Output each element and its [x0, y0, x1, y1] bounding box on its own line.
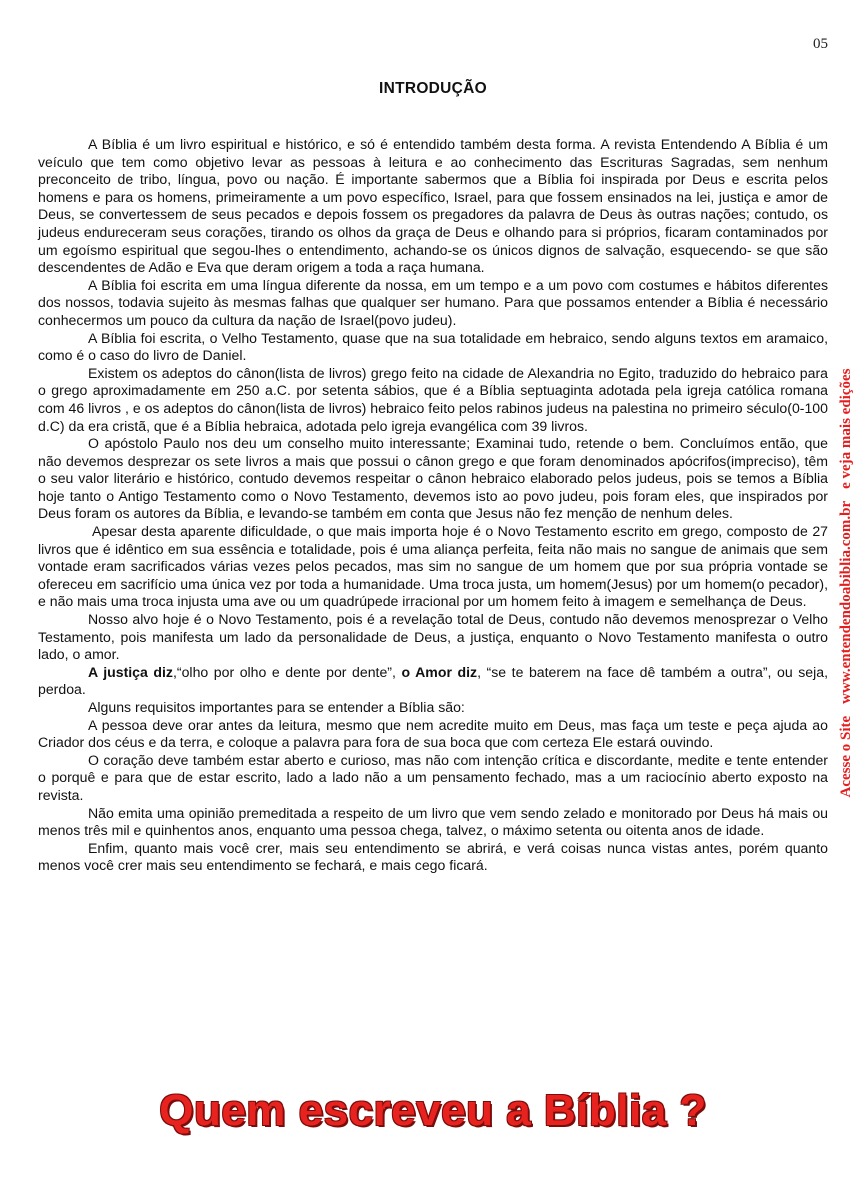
paragraph: A pessoa deve orar antes da leitura, mesmo que nem acredite muito em Deus, mas faça um teste e peça ajuda ao Criador dos céus e da terra, e coloque a palavra para fora de sua boca que com certeza Ele estará ouvindo.: [38, 716, 828, 751]
site-promo: [834, 292, 858, 862]
paragraph: A Bíblia é um livro espiritual e histórico, e só é entendido também desta forma. A revista Entendendo A Bíblia é um veículo que tem como objetivo levar as pessoas à leitura e ao conhecimento das Escrituras Sagradas, sem nenhum preconceito de tribo, língua, povo ou nação. É importante sabermos que a Bíblia foi inspirada por Deus e escrita pelos homens e para os homens, primeiramente a um povo específico, Israel, para que fossem ensinados na lei, justiça e amor de Deus, se convertessem de seus pecados e depois fossem os pregadores da palavra de Deus às outras nações; contudo, os judeus endureceram seus corações, tirando os olhos da graça de Deus e olhando para si próprios, ficaram contaminados por um egoísmo espiritual que segou-lhes o entendimento, achando-se os únicos dignos de salvação, esquecendo- se que são descendentes de Adão e Eva que deram origem a toda a raça humana.: [38, 136, 828, 276]
paragraph: A Bíblia foi escrita, o Velho Testamento, quase que na sua totalidade em hebraico, sendo alguns textos em aramaico, como é o caso do livro de Daniel.: [38, 329, 828, 364]
paragraph: O coração deve também estar aberto e curioso, mas não com intenção crítica e discordante, medite e tente entender o porquê e para que de estar escrito, lado a lado não a um pensamento fechado, mas a um raciocínio aberto exposto na revista.: [38, 751, 828, 803]
quote-text: , “se te baterem na face dê também a outra”, ou seja, perdoa.: [38, 663, 828, 698]
paragraph: A Bíblia foi escrita em uma língua diferente da nossa, em um tempo e a um povo com costumes e hábitos diferentes dos nossos, todavia sujeito às mesmas falhas que qualquer ser humano. Para que possamos entender a Bíblia é necessário conhecermos um pouco da cultura da nação de Israel(povo judeu).: [38, 276, 828, 328]
headline: Quem escreveu a Bíblia ?: [159, 1086, 707, 1135]
side-banner: [834, 292, 858, 862]
paragraph: Existem os adeptos do cânon(lista de livros) grego feito na cidade de Alexandria no Egito, traduzido do hebraico para o grego aproximadamente em 250 a.C. por setenta sábios, que é a Bíblia septuaginta adotada pela igreja católica romana com 46 livros , e os adeptos do cânon(lista de livros) hebraico feito pelos rabinos judeus na palestina no primeiro século(0-100 d.C) da era cristã, que é a Bíblia hebraica, adotada pelo igreja evangélica com 39 livros.: [38, 364, 828, 434]
paragraph: O apóstolo Paulo nos deu um conselho muito interessante; Examinai tudo, retende o bem. Concluímos então, que não devemos desprezar os sete livros a mais que possui o cânon grego e que foram denominados apócrifos(impreciso), têm o seu valor literário e histórico, contudo devemos respeitar o cânon hebraico elaborado pelos judeus, pois se temos a Bíblia hoje tanto o Antigo Testamento como o Novo Testamento, devemos isto ao povo judeu, pois foram eles, que inspirados por Deus foram os autores da Bíblia, e levando-se também em conta que Jesus não fez menção de nenhum deles.: [38, 435, 828, 522]
paragraph: Enfim, quanto mais você crer, mais seu entendimento se abrirá, e verá coisas nunca vistas antes, porém quanto menos você crer mais seu entendimento se fechará, e mais cego ficará.: [38, 839, 828, 874]
paragraph: Não emita uma opinião premeditada a respeito de um livro que vem sendo zelado e monitorado por Deus há mais ou menos três mil e quinhentos anos, enquanto uma pessoa chega, talvez, o máximo setenta ou oitenta anos de idade.: [38, 804, 828, 839]
site-url[interactable]: www.entendendoabiblia.com.br: [838, 500, 854, 704]
article-body: [38, 136, 828, 875]
promo-tail: e veja mais edições: [838, 368, 854, 489]
promo-call: Acesse o Site: [838, 715, 854, 798]
quote-text: ,“olho por olho e dente por dente”,: [172, 663, 402, 680]
bold-phrase: A justiça diz: [88, 663, 173, 680]
paragraph-justice-love: [38, 664, 828, 699]
page-number: 05: [813, 36, 828, 52]
paragraph: Nosso alvo hoje é o Novo Testamento, pois é a revelação total de Deus, contudo não devemos menosprezar o Velho Testamento, pois manifesta um lado da personalidade de Deus, a justiça, enquanto o Novo Testamento manifesta o outro lado, o amor.: [38, 611, 828, 663]
paragraph: Alguns requisitos importantes para se entender a Bíblia são:: [88, 699, 465, 715]
bold-phrase: o Amor diz: [401, 663, 478, 680]
paragraph: Apesar desta aparente dificuldade, o que mais importa hoje é o Novo Testamento escrito em grego, composto de 27 livros que é idêntico em sua essência e totalidade, pois é uma aliança perfeita, feita não mais no sangue de animais que sem vontade eram sacrificados várias vezes pelos pecados, mas sim no sangue de um homem que por sua própria vontade se ofereceu em sacrifício uma única vez por toda a humanidade. Uma troca justa, um homem(Jesus) por um homem(o pecador), e não mais uma troca injusta uma ave ou um quadrúpede irracional por um homem feito à imagem e semelhança de Deus.: [38, 523, 828, 610]
page-title: INTRODUÇÃO: [378, 80, 488, 97]
